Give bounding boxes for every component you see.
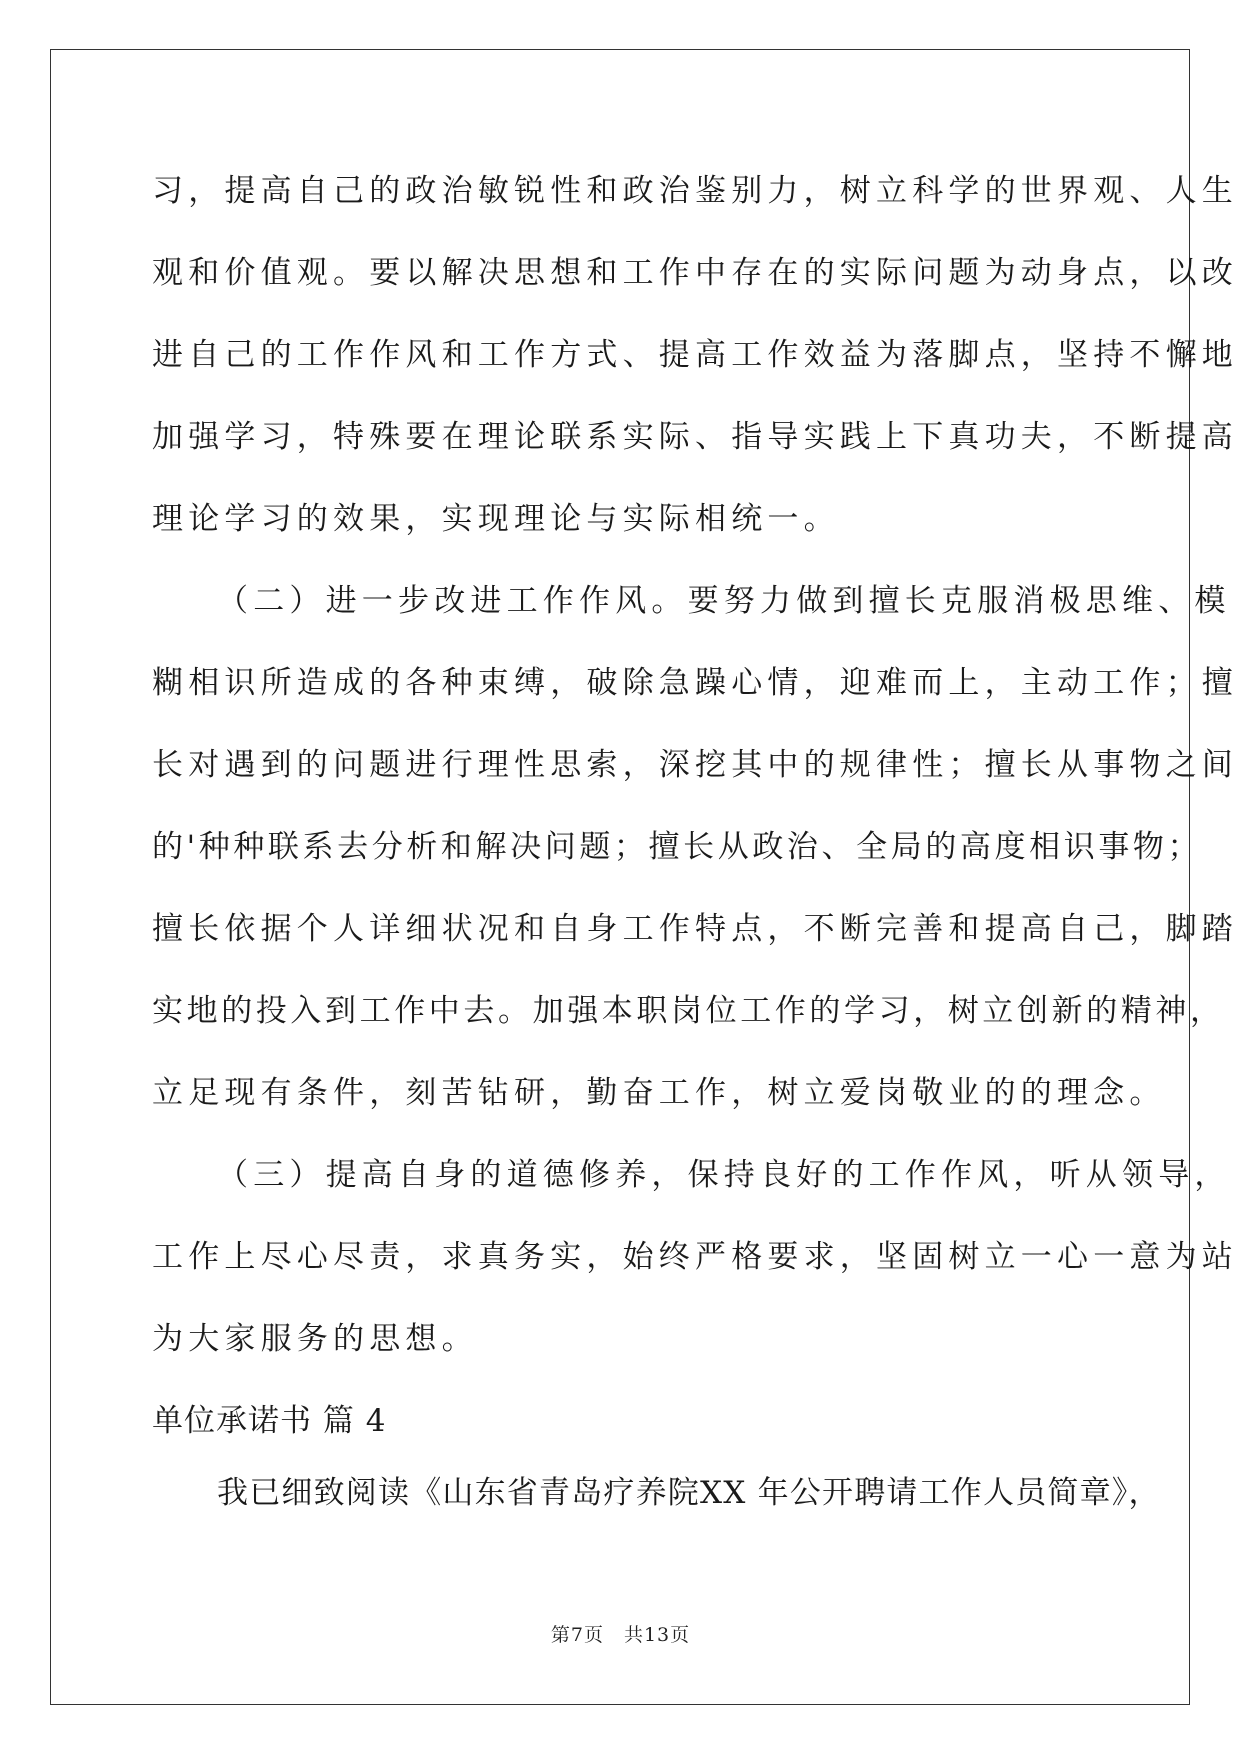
text-line: 观和价值观。要以解决思想和工作中存在的实际问题为动身点，以改 <box>152 255 1238 291</box>
text-line: 进自己的工作作风和工作方式、提高工作效益为落脚点，坚持不懈地 <box>152 337 1238 373</box>
paragraph-start-line: （三）提高自身的道德修养，保持良好的工作作风，听从领导， <box>217 1157 1231 1193</box>
paragraph-start-line: （二）进一步改进工作作风。要努力做到擅长克服消极思维、模 <box>217 583 1231 619</box>
text-line: 长对遇到的问题进行理性思索，深挖其中的规律性；擅长从事物之间 <box>152 747 1238 783</box>
document-body <box>152 165 1238 1549</box>
text-line: 实地的投入到工作中去。加强本职岗位工作的学习，树立创新的精神， <box>152 993 1225 1029</box>
text-line: 擅长依据个人详细状况和自身工作特点，不断完善和提高自己，脚踏 <box>152 911 1238 947</box>
text-line: 习，提高自己的政治敏锐性和政治鉴别力，树立科学的世界观、人生 <box>152 173 1238 209</box>
text-line: 工作上尽心尽责，求真务实，始终严格要求，坚固树立一心一意为站 <box>152 1239 1238 1275</box>
page-number: 第7页 共13页 <box>550 1624 691 1646</box>
text-line: 理论学习的效果，实现理论与实际相统一。 <box>152 501 840 537</box>
paragraph-start-line: 我已细致阅读《山东省青岛疗养院XX 年公开聘请工作人员简章》， <box>217 1475 1161 1511</box>
text-line: 糊相识所造成的各种束缚，破除急躁心情，迎难而上，主动工作；擅 <box>152 665 1238 701</box>
text-line: 的'种种联系去分析和解决问题；擅长从政治、全局的高度相识事物； <box>152 829 1203 865</box>
section-heading: 单位承诺书 篇 4 <box>152 1403 387 1439</box>
text-line: 加强学习，特殊要在理论联系实际、指导实践上下真功夫，不断提高 <box>152 419 1238 455</box>
text-line: 立足现有条件，刻苦钻研，勤奋工作，树立爱岗敬业的的理念。 <box>152 1075 1166 1111</box>
text-line: 为大家服务的思想。 <box>152 1321 478 1357</box>
